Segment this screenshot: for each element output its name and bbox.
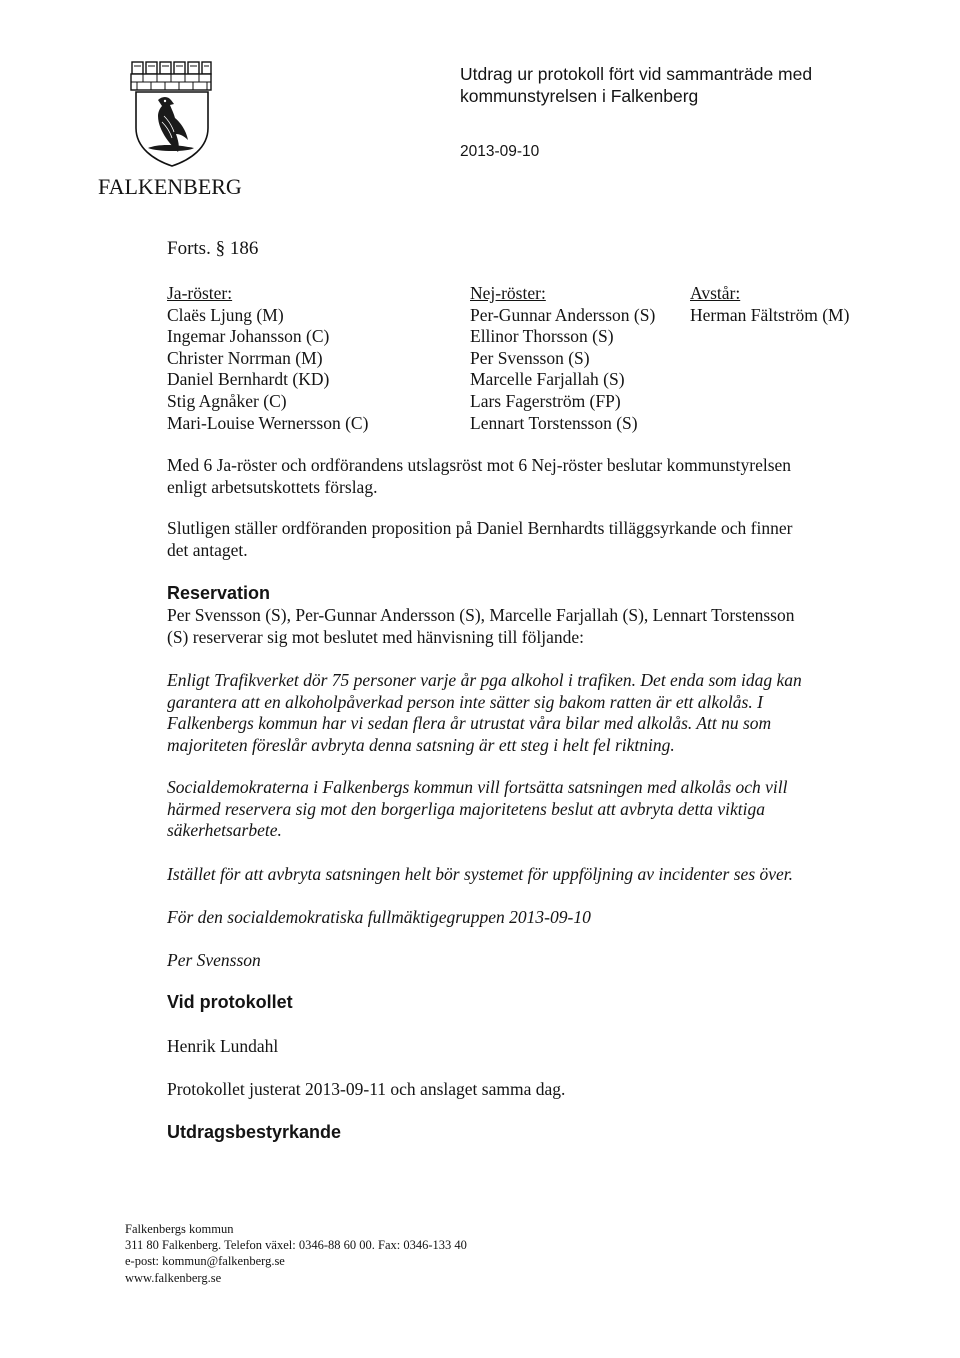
voter-name: Claës Ljung (M) [167, 304, 284, 325]
abstain-heading: Avstår: [690, 283, 741, 303]
footer-line: www.falkenberg.se [125, 1270, 222, 1285]
footer-line: e-post: kommun@falkenberg.se [125, 1254, 285, 1269]
voter-name: Per-Gunnar Andersson (S) [470, 304, 656, 325]
reservation-quote-paragraph [167, 864, 847, 886]
reservation-heading: Reservation [167, 583, 271, 603]
abstain-votes-column [690, 283, 849, 326]
voter-name: Herman Fältström (M) [690, 304, 850, 325]
paragraph-line: (S) reserverar sig mot beslutet med hänvisning till följande: [167, 626, 584, 647]
paragraph-line: säkerhetsarbete. [167, 820, 282, 841]
voter-name: Per Svensson (S) [470, 347, 590, 368]
voter-name: Ingemar Johansson (C) [167, 326, 330, 347]
voter-name: Daniel Bernhardt (KD) [167, 369, 330, 390]
footer-line: 311 80 Falkenberg. Telefon växel: 0346-88 60 00. Fax: 0346-133 40 [125, 1238, 467, 1253]
final-proposition-paragraph [167, 518, 847, 561]
footer-contact [125, 1221, 467, 1286]
paragraph-line: Enligt Trafikverket dör 75 personer varje år pga alkohol i trafiken. Det enda som idag kan [167, 670, 802, 690]
section-reference: Forts. § 186 [167, 238, 259, 259]
paragraph-line: För den socialdemokratiska fullmäktigegruppen 2013-09-10 [167, 907, 591, 927]
reservation-signatory [167, 950, 847, 972]
voter-name: Lennart Torstensson (S) [470, 412, 638, 433]
municipality-name: FALKENBERG [98, 174, 242, 199]
voter-name: Mari-Louise Wernersson (C) [167, 412, 369, 433]
reservation-group-line [167, 907, 847, 929]
reservation-quote-paragraph [167, 777, 847, 842]
paragraph-line: Istället för att avbryta satsningen helt bör systemet för uppföljning av incidenter ses över. [167, 864, 794, 884]
voter-name: Ellinor Thorsson (S) [470, 326, 614, 347]
reservation-paragraph [167, 605, 847, 648]
voter-name: Lars Fagerström (FP) [470, 390, 621, 411]
paragraph-line: det antaget. [167, 539, 248, 560]
voter-name: Stig Agnåker (C) [167, 390, 287, 411]
reservation-quote-paragraph [167, 670, 847, 756]
document-title-line: kommunstyrelsen i Falkenberg [460, 86, 699, 106]
signatory-name: Per Svensson [167, 950, 261, 970]
paragraph-line: garantera att en alkoholpåverkad person inte sätter sig bakom ratten är ett alkolås. I [167, 691, 763, 712]
voter-name: Marcelle Farjallah (S) [470, 369, 625, 390]
document-title [460, 63, 812, 107]
paragraph-line: Falkenbergs kommun har vi sedan flera år utrustat våra bilar med alkolås. Att nu som [167, 713, 772, 734]
meeting-date: 2013-09-10 [460, 143, 540, 160]
paragraph-line: Per Svensson (S), Per-Gunnar Andersson (S), Marcelle Farjallah (S), Lennart Torstensson [167, 605, 795, 625]
falkenberg-coat-of-arms-icon [128, 60, 214, 168]
paragraph-line: härmed reservera sig mot den borgerliga majoritetens beslut att avbryta detta viktiga [167, 798, 765, 819]
certificate-heading: Utdragsbestyrkande [167, 1122, 342, 1142]
secretary-name: Henrik Lundahl [167, 1036, 279, 1056]
protocol-heading: Vid protokollet [167, 992, 293, 1012]
decision-paragraph [167, 455, 847, 498]
nej-votes-heading: Nej-röster: [470, 283, 546, 303]
document-title-line: Utdrag ur protokoll fört vid sammanträde med [460, 64, 813, 84]
nej-votes-column [470, 283, 655, 434]
paragraph-line: Socialdemokraterna i Falkenbergs kommun vill fortsätta satsningen med alkolås och vill [167, 777, 788, 797]
ja-votes-column [167, 283, 368, 434]
footer-line: Falkenbergs kommun [125, 1222, 234, 1236]
voter-name: Christer Norrman (M) [167, 347, 323, 368]
paragraph-line: Med 6 Ja-röster och ordförandens utslagsröst mot 6 Nej-röster beslutar kommunstyrelsen [167, 455, 792, 475]
ja-votes-heading: Ja-röster: [167, 283, 233, 303]
paragraph-line: Slutligen ställer ordföranden proposition på Daniel Bernhardts tilläggsyrkande och finner [167, 518, 793, 538]
paragraph-line: majoriteten föreslår avbryta denna satsning är ett steg i helt fel riktning. [167, 734, 675, 755]
paragraph-line: enligt arbetsutskottets förslag. [167, 476, 378, 497]
justification-statement: Protokollet justerat 2013-09-11 och anslaget samma dag. [167, 1079, 566, 1099]
